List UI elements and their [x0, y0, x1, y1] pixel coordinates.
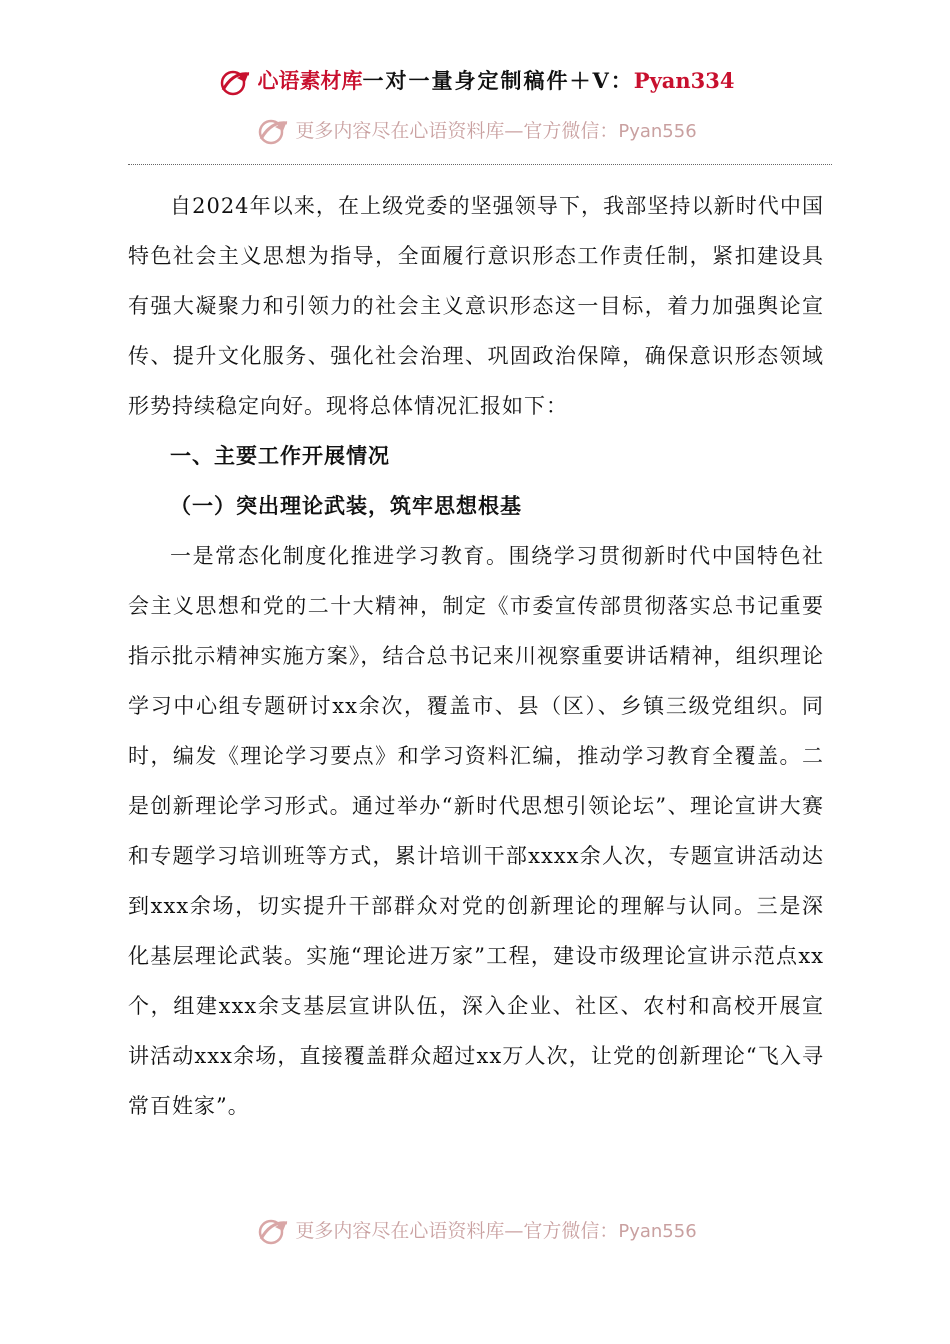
watermark-id: Pyan556: [618, 1221, 697, 1242]
watermark-text: 更多内容尽在心语资料库—官方微信：: [295, 1220, 619, 1242]
subsection-heading: （一）突出理论武装，筑牢思想根基: [170, 493, 522, 518]
watermark-logo-icon: [253, 1217, 293, 1247]
brand-logo-icon: [215, 68, 255, 98]
brand-contact: Pyan334: [633, 68, 735, 93]
watermark-logo-icon: [253, 117, 293, 147]
watermark-text: 更多内容尽在心语资料库—官方微信：: [295, 120, 619, 142]
section-heading: 一、主要工作开展情况: [170, 443, 390, 468]
header-brand-line: [0, 66, 950, 98]
intro-paragraph: 自2024年以来，在上级党委的坚强领导下，我部坚持以新时代中国特色社会主义思想为指导，全面履行意识形态工作责任制，紧扣建设具有强大凝聚力和引领力的社会主义意识形态这一目标，着力加强舆论宣传、提升文化服务、强化社会治理、巩固政治保障，确保意识形态领域形势持续稳定向好。现将总体情况汇报如下：: [128, 194, 824, 418]
brand-name: 心语素材库: [257, 68, 363, 93]
watermark-id: Pyan556: [618, 121, 697, 142]
watermark-bottom: [0, 1216, 950, 1247]
brand-tagline: 一对一量身定制稿件＋V：: [362, 68, 634, 93]
watermark-top: [0, 116, 950, 147]
document-body: [128, 181, 824, 1131]
body-paragraph: 一是常态化制度化推进学习教育。围绕学习贯彻新时代中国特色社会主义思想和党的二十大精神，制定《市委宣传部贯彻落实总书记重要指示批示精神实施方案》，结合总书记来川视察重要讲话精神，组织理论学习中心组专题研讨xx余次，覆盖市、县（区）、乡镇三级党组织。同时，编发《理论学习要点》和学习资料汇编，推动学习教育全覆盖。二是创新理论学习形式。通过举办“新时代思想引领论坛”、理论宣讲大赛和专题学习培训班等方式，累计培训干部xxxx余人次，专题宣讲活动达到xxx余场，切实提升干部群众对党的创新理论的理解与认同。三是深化基层理论武装。实施“理论进万家”工程，建设市级理论宣讲示范点xx个，组建xxx余支基层宣讲队伍，深入企业、社区、农村和高校开展宣讲活动xxx余场，直接覆盖群众超过xx万人次，让党的创新理论“飞入寻常百姓家”。: [128, 544, 824, 1118]
header-divider: [128, 164, 832, 165]
